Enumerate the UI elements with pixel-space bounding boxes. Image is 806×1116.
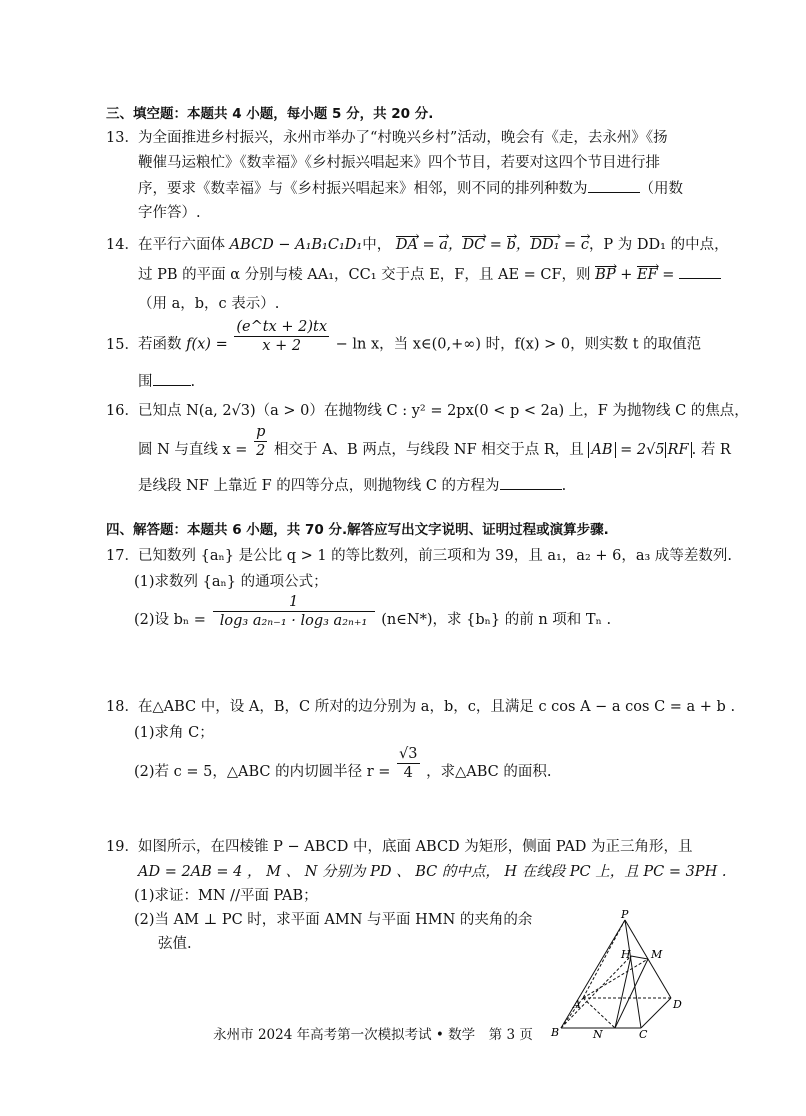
q16-frac-num: p [256,423,266,440]
q18-line-1 [106,697,735,717]
q14-line-3: （用 a，b，c 表示）. [138,296,280,312]
q15-frac-num: (e^tx + 2)tx [236,319,327,335]
q15-answer-blank[interactable] [153,371,191,386]
q18-number: 18． [106,699,139,715]
q16-frac-den: 2 [256,442,266,459]
q15-line-1 [106,319,702,355]
pyramid-figure [545,910,695,1040]
q17-number: 17． [106,548,139,564]
figure-label-b: B [551,1026,560,1039]
q19-number: 19． [106,839,139,855]
figure-label-a: A [573,998,581,1011]
q17-part-2a: (2)设 bₙ = [134,612,206,628]
q16-text-1: 已知点 N(a, 2√3)（a > 0）在抛物线 C : y² = 2px(0 < p < 2a) 上，F 为抛物线 C 的焦点， [138,403,749,419]
q14-text-2: 中， [362,237,392,253]
q17-part-2b: (n∈N*)，求 {bₙ} 的前 n 项和 Tₙ . [381,612,612,628]
q18-frac-num: √3 [399,745,418,762]
q13-line-1 [106,128,668,148]
q13-text-1: 为全面推进乡村振兴，永州市举办了“村晚兴乡村”活动，晚会有《走，去永州》《扬 [138,130,668,146]
q17-text-1: 已知数列 {aₙ} 是公比 q > 1 的等比数列，前三项和为 39，且 a₁，a₂ + 6，a₃ 成等差数列. [138,548,733,564]
figure-label-p: P [621,910,629,921]
q17-part-1: (1)求数列 {aₙ} 的通项公式； [134,574,328,590]
q15-text-1: 若函数 [138,336,182,353]
q13-line-2: 鞭催马运粮忙》《数幸福》《乡村振兴唱起来》四个节目，若要对这四个节目进行排 [138,155,660,171]
q15-line-2: 围 . [138,371,195,392]
figure-label-c: C [639,1028,648,1040]
q14-answer-blank[interactable] [679,264,721,279]
q16-line-3: 是线段 NF 上靠近 F 的四等分点，则抛物线 C 的方程为 . [138,475,566,496]
q15-fraction [234,318,329,355]
q14-text-3: ，P 为 DD₁ 的中点， [588,237,729,253]
figure-label-h: H [621,948,631,961]
q13-line-3 [138,178,683,199]
figure-label-m: M [651,948,663,961]
q16-line-2 [138,423,731,460]
q17-frac-num: 1 [213,593,375,612]
section-4-header: 四、解答题：本题共 6 小题，共 70 分.解答应写出文字说明、证明过程或演算步骤. [106,522,609,538]
q14-line-1 [106,235,729,255]
q19-part-2a: (2)当 AM ⊥ PC 时，求平面 AMN 与平面 HMN 的夹角的余 [134,912,533,928]
q13-text-3a: 序，要求《数幸福》与《乡村振兴唱起来》相邻，则不同的排列种数为 [138,181,588,197]
q16-number: 16． [106,403,139,419]
q15-frac-den: x + 2 [262,338,302,354]
q14-solid-name: ABCD − A₁B₁C₁D₁ [229,237,363,253]
q18-part-2 [134,745,552,782]
q15-number: 15． [106,336,139,353]
q14-line-2 [138,264,721,285]
q15-text-2: 围 [138,374,153,390]
q17-frac-den: log₃ a₂ₙ₋₁ · log₃ a₂ₙ₊₁ [219,612,368,629]
q16-text-2a: 圆 N 与直线 x = [138,442,248,458]
q17-line-1 [106,546,732,566]
q16-abs-equation: AB = 2√5 RF [588,442,691,458]
q15-func: f(x) = [186,336,228,353]
q13-number: 13． [106,130,139,146]
q19-part-2b: 弦值. [158,936,192,952]
q19-line-1 [106,837,693,857]
q19-text-1: 如图所示，在四棱锥 P − ABCD 中，底面 ABCD 为矩形，侧面 PAD 为正三角形，且 [138,839,693,855]
section-3-header: 三、填空题：本题共 4 小题，每小题 5 分，共 20 分. [106,106,434,122]
q16-line-1 [106,401,749,421]
q14-vector-sum: BP › + EF › = [595,267,674,283]
q13-answer-blank[interactable] [588,178,640,193]
figure-label-d: D [673,998,682,1011]
q18-part-1: (1)求角 C； [134,725,214,741]
q14-text-4: 过 PB 的平面 α 分别与棱 AA₁，CC₁ 交于点 E，F，且 AE = CF，则 [138,267,591,283]
q18-text-1: 在△ABC 中，设 A，B，C 所对的边分别为 a，b，c，且满足 c cos A − a cos C = a + b . [138,699,736,715]
figure-label-n: N [593,1028,603,1040]
page-footer: 永州市 2024 年高考第一次模拟考试 • 数学 第 3 页 [213,1027,533,1043]
q13-line-4: 字作答）. [138,205,201,221]
q16-text-2c: . 若 R [691,442,731,458]
q14-vector-defs: DA › = a ›，DC › = b ›，DD₁ › = c › [396,237,589,253]
q16-text-3: 是线段 NF 上靠近 F 的四等分点，则抛物线 C 的方程为 [138,478,500,494]
q14-text-1: 在平行六面体 [138,237,225,253]
q18-part-2b: ，求△ABC 的面积. [426,764,552,780]
q14-number: 14． [106,237,139,253]
q18-frac-den: 4 [403,764,413,781]
q15-text-tail: − ln x，当 x∈(0,+∞) 时，f(x) > 0，则实数 t 的取值范 [335,336,702,353]
q16-answer-blank[interactable] [500,475,562,490]
q17-part-2 [134,593,612,630]
q19-line-2: AD = 2AB = 4 ， M 、 N 分别为 PD 、 BC 的中点， H 在线段 PC 上，且 PC = 3PH . [138,864,727,880]
q16-text-2b: 相交于 A、B 两点，与线段 NF 相交于点 R，且 [273,442,584,458]
q18-part-2a: (2)若 c = 5，△ABC 的内切圆半径 r = [134,764,391,780]
q18-fraction [397,745,419,782]
q17-fraction [213,593,375,630]
q16-fraction [254,423,267,460]
q19-part-1: (1)求证：MN //平面 PAB； [134,888,318,904]
q13-text-3b: （用数 [639,181,683,197]
